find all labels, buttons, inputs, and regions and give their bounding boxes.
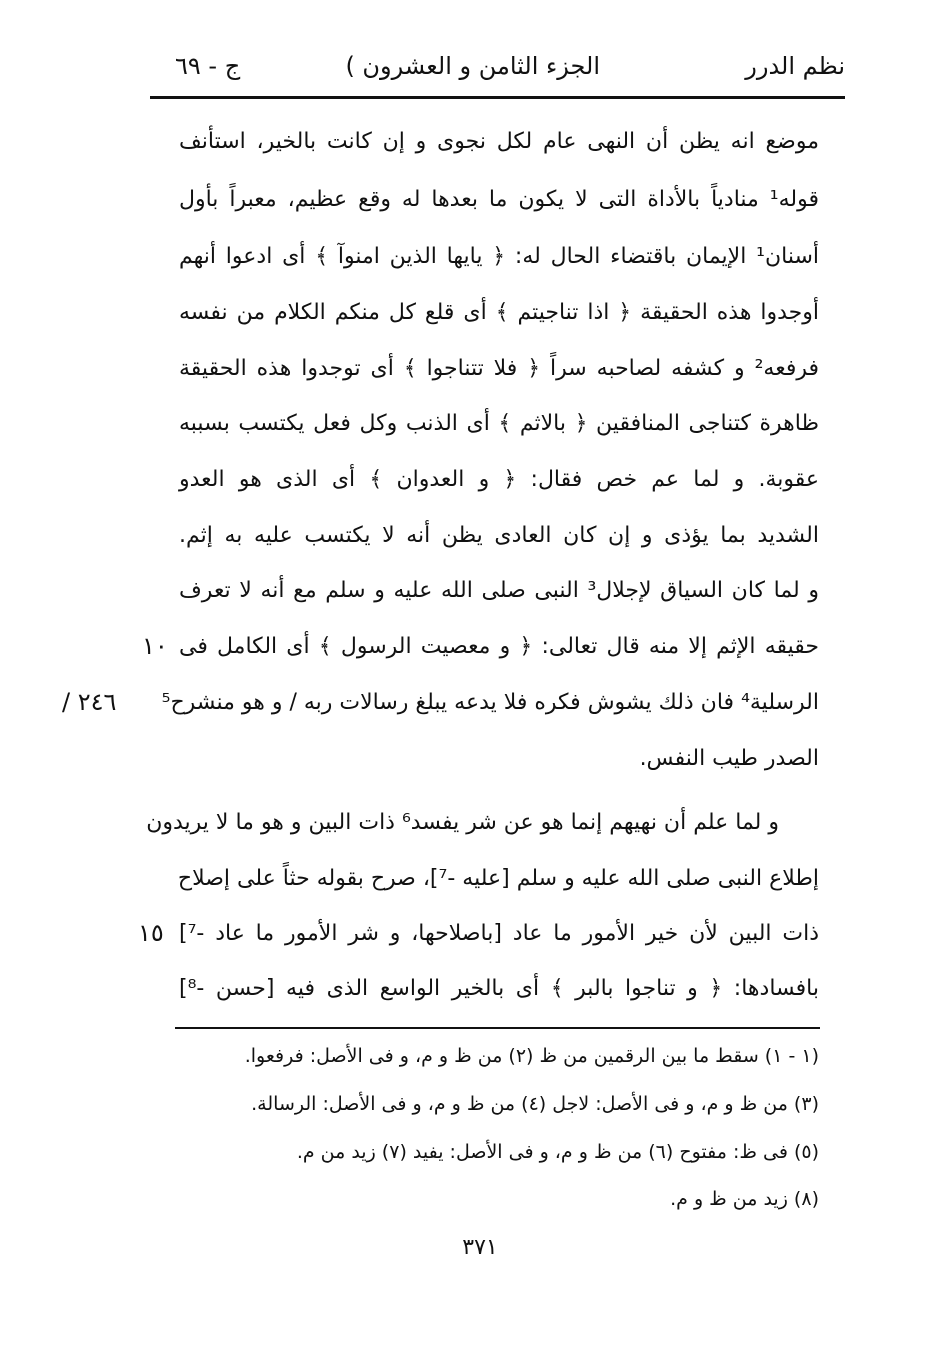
text-line: بافسادها: ﴿ و تناجوا بالبر ﴾ أى بالخير الواسع الذى فيه [حسن -⁸] <box>179 976 819 1001</box>
footnote-rule <box>175 1027 820 1029</box>
text-line: ظاهرة كتناجى المنافقين ﴿ بالاثم ﴾ أى الذنب وكل فعل يكتسب بسببه <box>179 411 819 436</box>
text-line: و لما علم أن نهيهم إنما هو عن شر يفسد⁶ ذات البين و هو ما لا يريدون <box>146 810 779 835</box>
text-line: و لما كان السياق لإجلال³ النبى صلى الله عليه و سلم مع أنه لا تعرف <box>179 578 819 603</box>
text-line: عقوبة. و لما عم خص فقال: ﴿ و العدوان ﴾ أى الذى هو العدو <box>179 467 819 492</box>
text-line: فرفعه² و كشفه لصاحبه سراً ﴿ فلا تتناجوا ﴾ أى توجدوا هذه الحقيقة <box>179 356 819 381</box>
margin-page-reference: / ٢٤٦ <box>62 688 117 716</box>
text-line: أوجدوا هذه الحقيقة ﴿ اذا تناجيتم ﴾ أى قلع كل منكم الكلام من نفسه <box>179 300 819 325</box>
text-line: حقيقه الإثم إلا منه قال تعالى: ﴿ و معصيت الرسول ﴾ أى الكامل فى <box>179 634 819 659</box>
text-line: الرسلية⁴ فان ذلك يشوش فكره فلا يدعه يبلغ رسالات ربه / و هو منشرح⁵ <box>161 690 819 715</box>
text-line: الصدر طيب النفس. <box>639 746 819 771</box>
text-line: الشديد بما يؤذى و إن كان العادى يظن أنه لا يكتسب عليه به إثم. <box>179 523 819 548</box>
text-line: قوله¹ منادياً بالأداة التى لا يكون ما بعدها له وقع عظيم، معبراً بأول <box>179 187 819 212</box>
header-part-title: الجزء الثامن و العشرون ) <box>345 52 600 80</box>
header-volume: ج - ٦٩ <box>175 52 241 80</box>
header-book-title: نظم الدرر <box>745 52 845 80</box>
margin-line-number: ١٠ <box>142 632 168 660</box>
footnote-line: (١ - ١) سقط ما بين الرقمين من ظ (٢) من ظ و م، و فى الأصل: فرفعوا. <box>244 1045 819 1067</box>
text-line: ذات البين لأن خير الأمور ما عاد [باصلاحها، و شر الأمور ما عاد -⁷] <box>179 921 819 946</box>
page-number: ٣٧١ <box>462 1235 498 1260</box>
footnote-line: (٨) زيد من ظ و م. <box>670 1188 819 1210</box>
footnote-line: (٣) من ظ و م، و فى الأصل: لاجل (٤) من ظ و م، و فى الأصل: الرسالة. <box>251 1093 819 1115</box>
text-line: أسنان¹ الإيمان باقتضاء الحال له: ﴿ يايها الذين امنوآ ﴾ أى ادعوا أنهم <box>179 244 819 269</box>
text-line: إطلاع النبى صلى الله عليه و سلم [عليه -⁷]، صرح بقوله حثاً على إصلاح <box>177 866 819 891</box>
text-line: موضع انه يظن أن النهى عام لكل نجوى و إن كانت بالخير، استأنف <box>179 129 819 154</box>
margin-line-number: ١٥ <box>138 919 164 947</box>
footnote-line: (٥) فى ظ: مفتوح (٦) من ظ و م، و فى الأصل: يفيد (٧) زيد من م. <box>296 1141 819 1163</box>
